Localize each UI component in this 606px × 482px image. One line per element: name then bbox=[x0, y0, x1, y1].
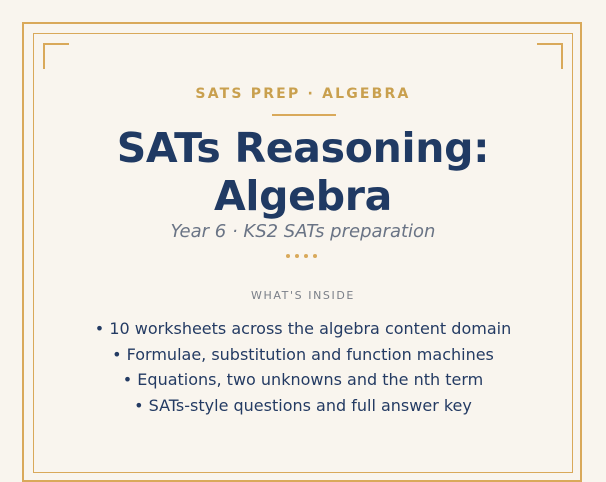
list-item: • 10 worksheets across the algebra content domain bbox=[94, 319, 512, 338]
list-item: • Formulae, substitution and function machines bbox=[112, 344, 494, 364]
list-item: • Equations, two unknowns and the nth term bbox=[122, 370, 484, 389]
divider-dot bbox=[286, 254, 290, 258]
divider-dot bbox=[304, 254, 308, 258]
dot-divider bbox=[284, 254, 324, 260]
divider-dot bbox=[295, 254, 299, 258]
eyebrow-divider bbox=[272, 114, 336, 116]
contents-list bbox=[0, 317, 606, 419]
subtitle: Year 6 · KS2 SATs preparation bbox=[170, 221, 436, 242]
eyebrow-label: SATS PREP · ALGEBRA bbox=[195, 86, 411, 102]
corner-ornament-top-left bbox=[43, 43, 69, 69]
title-line-1: SATs Reasoning: bbox=[116, 124, 490, 172]
list-item: • SATs-style questions and full answer key bbox=[134, 395, 472, 415]
corner-ornament-top-right bbox=[537, 43, 563, 69]
page-title bbox=[0, 124, 606, 220]
divider-dot bbox=[313, 254, 317, 258]
section-label: WHAT'S INSIDE bbox=[251, 289, 355, 302]
title-line-2: Algebra bbox=[213, 172, 393, 220]
